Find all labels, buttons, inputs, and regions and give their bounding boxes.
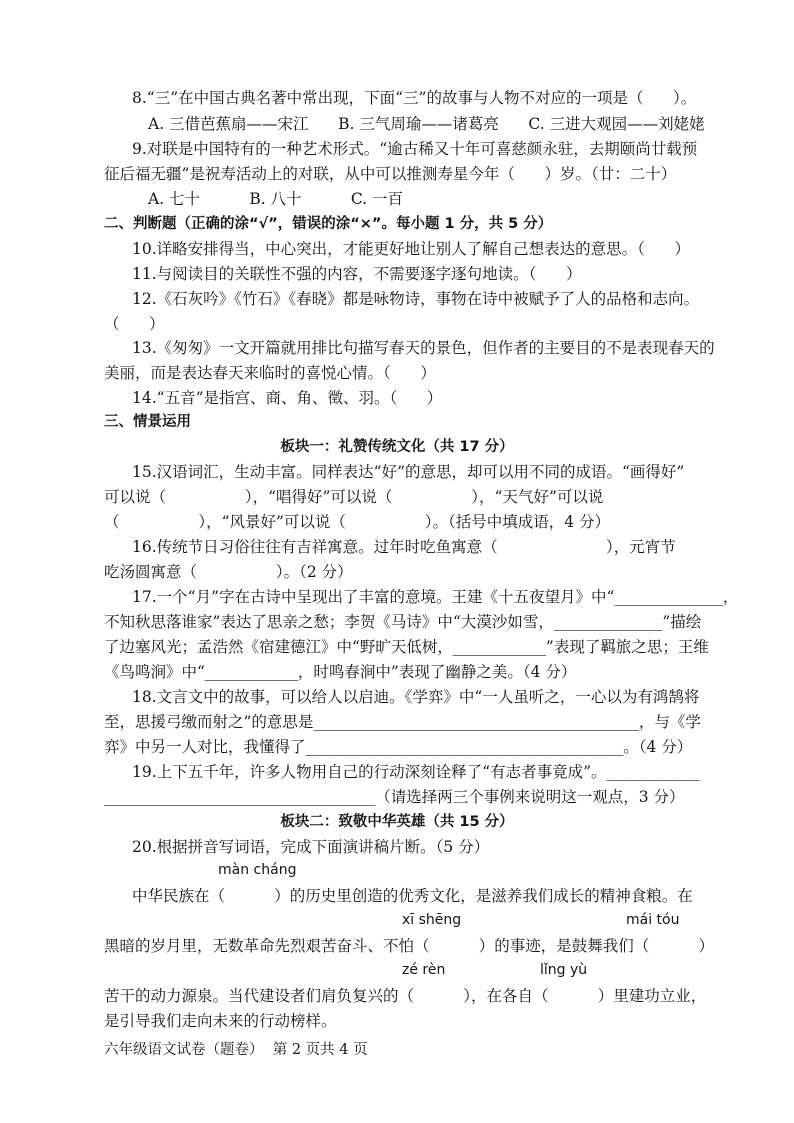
- question-16-line-1: 16.传统节日习俗往往有吉祥寓意。过年时吃鱼寓意（ ），元宵节: [132, 538, 676, 556]
- pinyin-man-chang: màn cháng: [218, 862, 297, 878]
- question-19-line-2: ___________________________________（请选择两三个事例来说明这一观点，3 分）: [104, 788, 685, 806]
- question-9-line-2: 征后福无疆”是祝寿活动上的对联，从中可以推测寿星今年（ ）岁。（廿：二十）: [104, 165, 677, 183]
- question-14: 14.“五音”是指宫、商、角、徵、羽。（ ）: [132, 389, 443, 407]
- page-footer: 六年级语文试卷（题卷） 第 2 页共 4 页: [104, 1042, 368, 1058]
- question-15-line-3: （ ），“风景好”可以说（ ）。（括号中填成语，4 分）: [104, 513, 611, 531]
- block-2-title: 板块二：致敬中华英雄（共 15 分）: [280, 814, 514, 830]
- question-19-line-1: 19.上下五千年，许多人物用自己的行动深刻诠释了“有志者事竟成”。____________: [132, 763, 700, 781]
- question-13-line-1: 13.《匆匆》一文开篇就用排比句描写春天的景色，但作者的主要目的不是表现春天的: [132, 339, 715, 357]
- question-18-line-1: 18.文言文中的故事，可以给人以启迪。《学弈》中“一人虽听之，一心以为有鸿鹄将: [132, 688, 700, 706]
- question-15-line-1: 15.汉语词汇，生动丰富。同样表达“好”的意思，却可以用不同的成语。“画得好”: [132, 463, 685, 481]
- section-2-title: 二、判断题（正确的涂“√”，错误的涂“×”。每小题 1 分，共 5 分）: [104, 216, 553, 232]
- question-20-line-3: 苦干的动力源泉。当代建设者们肩负复兴的（ ），在各自（ ）里建功立业，: [104, 987, 707, 1005]
- question-15-line-2: 可以说（ ），“唱得好”可以说（ ），“天气好”可以说: [104, 488, 604, 506]
- question-17-line-2: 不知秋思落谁家”表达了思亲之愁；李贺《马诗》中“大漠沙如雪，______________”描绘: [104, 613, 702, 631]
- question-11: 11.与阅读目的关联性不强的内容，不需要逐字逐句地读。（ ）: [132, 265, 582, 283]
- question-12-line-1: 12.《石灰吟》《竹石》《春晓》都是咏物诗，事物在诗中被赋予了人的品格和志向。: [132, 290, 700, 308]
- question-13-line-2: 美丽，而是表达春天来临时的喜悦心情。（ ）: [104, 364, 436, 382]
- question-10: 10.详略安排得当，中心突出，才能更好地让别人了解自己想表达的意思。（ ）: [132, 240, 690, 258]
- question-9-options: A. 七十 B. 八十 C. 一百: [148, 190, 403, 208]
- question-9-line-1: 9.对联是中国特有的一种艺术形式。“逾古稀又十年可喜慈颜永驻，去期颐尚廿载预: [132, 140, 698, 158]
- pinyin-mai-tou: mái tóu: [626, 912, 680, 928]
- question-17-line-4: 《鸟鸣涧》中“____________，时鸣春涧中”表现了幽静之美。（4 分）: [104, 663, 577, 681]
- pinyin-ling-yu: lǐng yù: [540, 962, 588, 978]
- question-17-line-1: 17.一个“月”字在古诗中呈现出了丰富的意境。王建《十五夜望月》中“______________，: [132, 588, 739, 606]
- question-18-line-2: 至，思援弓缴而射之”的意思是__________________________________________，与《学: [104, 713, 701, 731]
- question-12-line-2: （ ）: [104, 315, 165, 333]
- question-8-options: A. 三借芭蕉扇——宋江 B. 三气周瑜——诸葛亮 C. 三进大观园——刘姥姥: [148, 115, 705, 133]
- pinyin-xi-sheng: xī shēng: [402, 912, 462, 928]
- block-1-title: 板块一：礼赞传统文化（共 17 分）: [280, 439, 514, 455]
- section-3-title: 三、情景运用: [104, 414, 191, 430]
- pinyin-ze-ren: zé rèn: [402, 962, 446, 978]
- question-8-stem: 8.“三”在中国古典名著中常出现，下面“三”的故事与人物不对应的一项是（ ）。: [132, 89, 697, 107]
- question-20-title: 20.根据拼音写词语，完成下面演讲稿片断。（5 分）: [132, 838, 490, 856]
- question-17-line-3: 了边塞风光；孟浩然《宿建德江》中“野旷天低树，____________”表现了羁旅之思；王维: [104, 638, 709, 656]
- question-20-line-2: 黑暗的岁月里，无数革命先烈艰苦奋斗、不怕（ ）的事迹，是鼓舞我们（ ）: [104, 937, 715, 955]
- question-16-line-2: 吃汤圆寓意（ ）。（2 分）: [104, 563, 353, 581]
- question-20-line-4: 是引导我们走向未来的行动榜样。: [104, 1012, 337, 1030]
- question-18-line-3: 弈》中另一人对比，我懂得了_________________________________________。（4 分）: [104, 738, 693, 756]
- question-20-line-1: 中华民族在（ ）的历史里创造的优秀文化，是滋养我们成长的精神食粮。在: [132, 887, 693, 905]
